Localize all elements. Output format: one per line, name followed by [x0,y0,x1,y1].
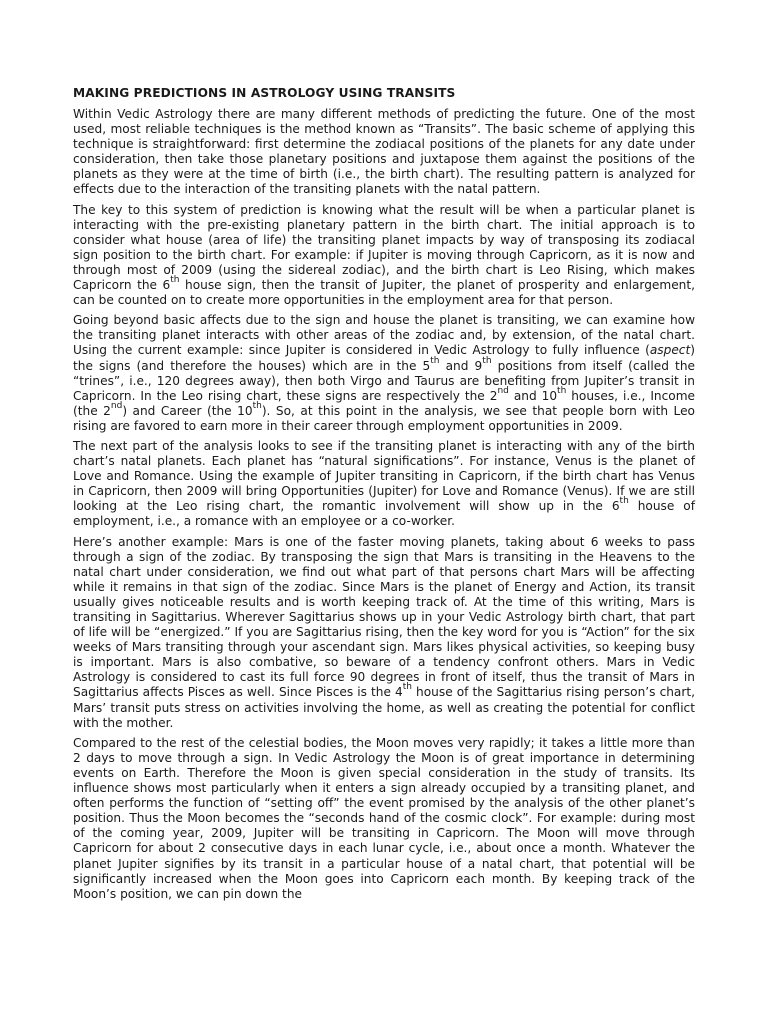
document-title: MAKING PREDICTIONS IN ASTROLOGY USING TRANSITS [73,86,456,100]
paragraph-natal-planets: The next part of the analysis looks to see if the transiting planet is interacting with any of the birth chart’s natal planets. Each planet has “natural significations”. For instance, Venus is the planet of Love and Romance. Using the example of Jupiter transiting in Capricorn, if the birth chart has Venus in Capricorn, then 2009 will bring Opportunities (Jupiter) for Love and Romance (Venus). If we are still looking at the Leo rising chart, the romantic involvement will show up in the 6th house of employment, i.e., a romance with an employee or a co-worker. [73,438,695,529]
paragraph-moon: Compared to the rest of the celestial bodies, the Moon moves very rapidly; it takes a little more than 2 days to move through a sign. In Vedic Astrology the Moon is of great importance in determining events on Earth. Therefore the Moon is given special consideration in the study of transits. Its influence shows most particularly when it enters a sign already occupied by a transiting planet, and often performs the function of “setting off” the event promised by the analysis of the other planet’s position. Thus the Moon becomes the “seconds hand of the cosmic clock”. For example: during most of the coming year, 2009, Jupiter will be transiting in Capricorn. The Moon will move through Capricorn for about 2 consecutive days in each lunar cycle, i.e., about once a month. Whatever the planet Jupiter signifies by its transit in a particular house of a natal chart, that potential will be significantly increased when the Moon goes into Capricorn each month. By keeping track of the Moon’s position, we can pin down the [73,735,695,901]
document-page [73,86,695,907]
paragraph-intro: Within Vedic Astrology there are many different methods of predicting the future. One of the most used, most reliable techniques is the method known as “Transits”. The basic scheme of applying this technique is straightforward: first determine the zodiacal positions of the planets for any date under consideration, then take those planetary positions and juxtapose them against the positions of the planets as they were at the time of birth (i.e., the birth chart). The resulting pattern is analyzed for effects due to the interaction of the transiting planets with the natal pattern. [73,107,695,197]
paragraph-mars-example: Here’s another example: Mars is one of the faster moving planets, taking about 6 weeks to pass through a sign of the zodiac. By transposing the sign that Mars is transiting in the Heavens to the natal chart under consideration, we find out what part of that persons chart Mars will be affecting while it remains in that sign of the zodiac. Since Mars is the planet of Energy and Action, its transit usually gives noticeable results and is worth keeping track of. At the time of this writing, Mars is transiting in Sagittarius. Wherever Sagittarius shows up in your Vedic Astrology birth chart, that part of life will be “energized.” If you are Sagittarius rising, then the key word for you is “Action” for the six weeks of Mars transiting through your ascendant sign. Mars likes physical activities, so keeping busy is important. Mars is also combative, so beware of a tendency confront others. Mars in Vedic Astrology is considered to cast its full force 90 degrees in front of itself, thus the transit of Mars in Sagittarius affects Pisces as well. Since Pisces is the 4th house of the Sagittarius rising person’s chart, Mars’ transit puts stress on activities involving the home, as well as creating the potential for conflict with the mother. [73,534,695,730]
paragraph-beyond-basic: Going beyond basic affects due to the sign and house the planet is transiting, we can examine how the transiting planet interacts with other areas of the zodiac and, by extension, of the natal chart. Using the current example: since Jupiter is considered in Vedic Astrology to fully influence (aspect) the signs (and therefore the houses) which are in the 5th and 9th positions from itself (called the “trines”, i.e., 120 degrees away), then both Virgo and Taurus are benefiting from Jupiter’s transit in Capricorn. In the Leo rising chart, these signs are respectively the 2nd and 10th houses, i.e., Income (the 2nd) and Career (the 10th). So, at this point in the analysis, we see that people born with Leo rising are favored to earn more in their career through employment opportunities in 2009. [73,313,695,433]
paragraph-key-to-system: The key to this system of prediction is knowing what the result will be when a particular planet is interacting with the pre-existing planetary pattern in the birth chart. The initial approach is to consider what house (area of life) the transiting planet impacts by way of transposing its zodiacal sign position to the birth chart. For example: if Jupiter is moving through Capricorn, as it is now and through most of 2009 (using the sidereal zodiac), and the birth chart is Leo Rising, which makes Capricorn the 6th house sign, then the transit of Jupiter, the planet of prosperity and enlargement, can be counted on to create more opportunities in the employment area for that person. [73,202,695,308]
